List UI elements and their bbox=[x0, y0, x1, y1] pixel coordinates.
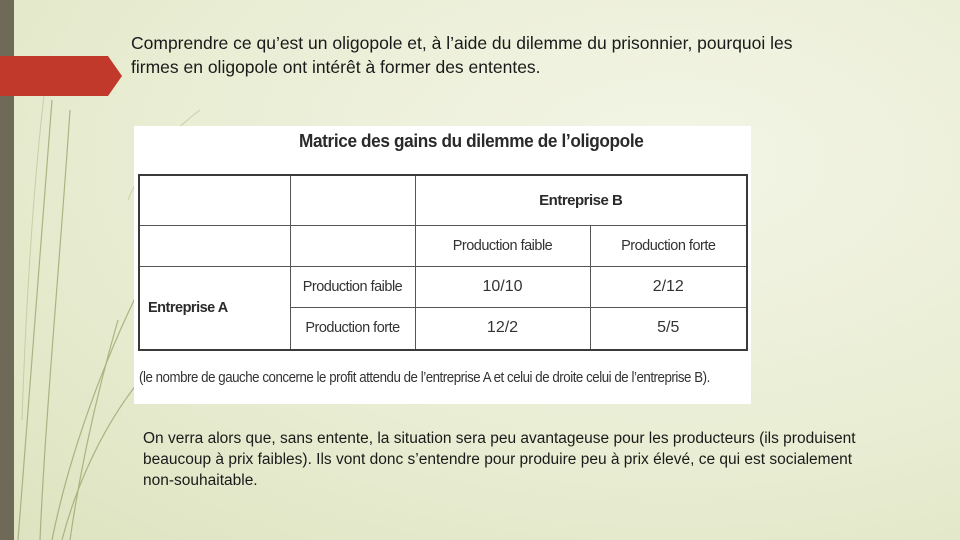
empty-cell bbox=[290, 175, 415, 226]
payoff-high-high: 5/5 bbox=[590, 307, 747, 350]
row-header-a-high: Production forte bbox=[290, 307, 415, 350]
row-header-a-low: Production faible bbox=[290, 267, 415, 308]
payoff-low-low: 10/10 bbox=[415, 267, 590, 308]
table-row bbox=[139, 175, 747, 226]
slide-body-text: On verra alors que, sans entente, la situation sera peu avantageuse pour les producteurs (ils produisent beaucoup à prix faibles). Ils vont donc s’entendre pour produire peu à prix élevé, ce qui est socialement non-souhaitable. bbox=[143, 430, 856, 489]
player-b-header: Entreprise B bbox=[415, 175, 747, 226]
payoff-matrix-image bbox=[134, 126, 751, 404]
empty-cell bbox=[290, 226, 415, 267]
empty-cell bbox=[139, 226, 290, 267]
player-a-header: Entreprise A bbox=[139, 267, 290, 350]
payoff-high-low: 12/2 bbox=[415, 307, 590, 350]
payoff-matrix-table bbox=[138, 174, 748, 351]
slide-title: Comprendre ce qu’est un oligopole et, à l’aide du dilemme du prisonnier, pourquoi les firmes en oligopole ont intérêt à former des ententes. bbox=[131, 33, 793, 77]
table-row bbox=[139, 267, 747, 308]
col-header-b-high: Production forte bbox=[590, 226, 747, 267]
col-header-b-low: Production faible bbox=[415, 226, 590, 267]
accent-tab bbox=[0, 56, 122, 96]
empty-cell bbox=[139, 175, 290, 226]
matrix-title: Matrice des gains du dilemme de l’oligopole bbox=[299, 130, 644, 151]
matrix-note: (le nombre de gauche concerne le profit attendu de l’entreprise A et celui de droite celui de l’entreprise B). bbox=[139, 370, 710, 386]
payoff-low-high: 2/12 bbox=[590, 267, 747, 308]
table-row bbox=[139, 226, 747, 267]
